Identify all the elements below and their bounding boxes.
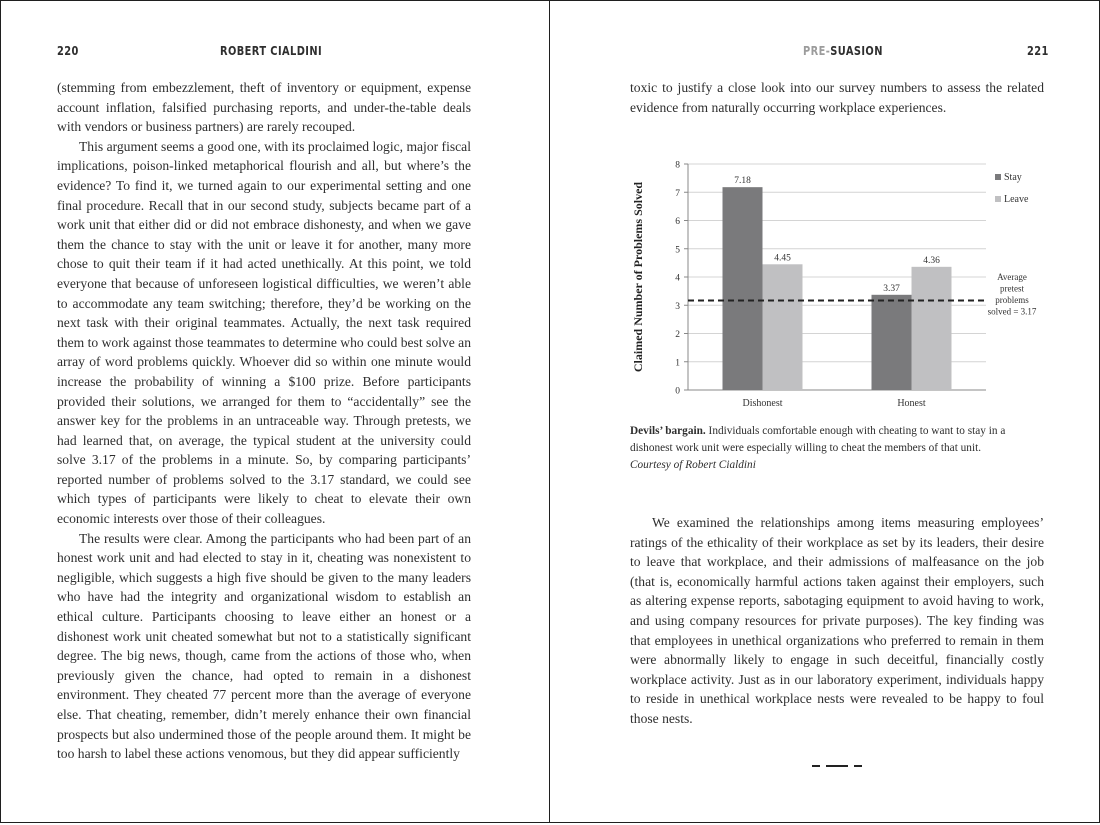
reference-label: solved = 3.17 bbox=[987, 306, 1037, 317]
running-head-title bbox=[803, 44, 883, 62]
bar bbox=[912, 267, 952, 390]
y-tick-label: 0 bbox=[675, 386, 680, 397]
y-tick-label: 8 bbox=[675, 160, 680, 171]
right-paragraph-bottom: We examined the relationships among items measuring employees’ ratings of the ethicality of their workplace as set by its leaders, their desire to leave that workplace, and their admissions of malfeasance on the job (that is, economically harmful actions taken against their employers, such as altering expense reports, sabotaging equipment to avoid having to work, and using company resources for private purposes). The key finding was that employees in unethical organizations who preferred to remain in them were abnormally likely to engage in such deceitful, financially costly workplace activity. Just as in our laboratory experiment, individuals happy to reside in unethical workplace nests were revealed to be happy to foul those nests. bbox=[630, 515, 1044, 726]
caption-text: Individuals comfortable enough with cheating to want to stay in a dishonest work unit were especially willing to cheat the members of that unit. bbox=[630, 425, 1006, 454]
left-page-number: 220 bbox=[57, 44, 79, 58]
y-tick-label: 3 bbox=[675, 301, 680, 312]
legend-swatch bbox=[995, 196, 1001, 202]
data-label: 3.37 bbox=[883, 283, 900, 294]
bar bbox=[763, 264, 803, 390]
figure-caption bbox=[630, 423, 1044, 474]
left-paragraph-1: (stemming from embezzlement, theft of inventory or equipment, expense account inflation, falsified purchasing reports, and under-the-table deals with vendors or business partners) are rarely recouped. bbox=[57, 80, 471, 135]
y-tick-label: 1 bbox=[675, 358, 680, 369]
reference-label: Average bbox=[997, 272, 1027, 282]
bar-chart bbox=[630, 150, 1050, 418]
right-body-text-bottom bbox=[630, 513, 1044, 729]
y-tick-label: 6 bbox=[675, 217, 680, 227]
title-prefix: PRE- bbox=[803, 44, 831, 58]
y-tick-label: 5 bbox=[675, 245, 680, 256]
bar bbox=[872, 295, 912, 390]
legend-label: Stay bbox=[1004, 172, 1022, 183]
right-paragraph-top: toxic to justify a close look into our survey numbers to assess the related evidence from naturally occurring workplace experiences. bbox=[630, 80, 1044, 115]
y-tick-label: 7 bbox=[675, 188, 680, 199]
reference-label: pretest bbox=[1000, 283, 1024, 294]
x-tick-label: Honest bbox=[897, 398, 926, 409]
data-label: 7.18 bbox=[734, 176, 751, 187]
left-paragraph-3: The results were clear. Among the participants who had been part of an honest work unit and had elected to stay in it, cheating was nonexistent to negligible, which suggests a high five should be given to the many leaders who have had the integrity and organizational wisdom to establish an ethical culture. Participants choosing to leave either an honest or a dishonest work unit cheated somewhat but not to a statistically significant degree. The big news, though, came from the actions of those who, when previously given the chance, had opted to remain in a dishonest environment. They cheated 77 percent more than the average of everyone else. That cheating, remember, didn’t merely enhance their own financial prospects but also undermined those of the people around them. It might be too harsh to label these actions venomous, but they did appear sufficiently bbox=[57, 530, 471, 762]
section-end-ornament bbox=[812, 765, 862, 768]
title-suffix: SUASION bbox=[830, 44, 883, 58]
y-axis-title: Claimed Number of Problems Solved bbox=[631, 181, 645, 373]
y-tick-label: 4 bbox=[675, 273, 680, 284]
data-label: 4.36 bbox=[923, 255, 940, 266]
legend-label: Leave bbox=[1004, 194, 1029, 205]
left-paragraph-2: This argument seems a good one, with its proclaimed logic, major fiscal implications, poison-linked metaphorical flourish and all, but where’s the evidence? To find it, we turned again to our experimental setting and one final procedure. Recall that in our second study, subjects became part of a work unit that either did or did not embrace dishonesty, and when we gave them the chance to stay with the unit or leave it for another, many more chose to quit their team if it had acted unethically. At this point, we told everyone that because of unforeseen logistical difficulties, we weren’t able to accommodate any team switching; therefore, they’d be working on the next task with their original teammates. Actually, the next task required them to work against those teammates to determine who could best solve an array of word problems quickly. Whoever did so within one minute would increase the probability of winning a $100 prize. Before participants provided their solutions, we arranged for them to “accidentally” see the answer key for the problems in an untraceable way. Through pretests, we had learned that, on average, the typical student at the university could solve 3.17 of the problems in a minute. So, by comparing participants’ reported number of problems solved to the 3.17 standard, we could see which types of participants were likely to cheat to elevate their own economic interests over those of their colleagues. bbox=[57, 138, 471, 527]
y-tick-label: 2 bbox=[675, 330, 680, 340]
caption-credit: Courtesy of Robert Cialdini bbox=[630, 459, 756, 471]
left-body-text bbox=[57, 78, 471, 764]
data-label: 4.45 bbox=[774, 253, 791, 264]
reference-label: problems bbox=[995, 295, 1029, 305]
running-head-author: ROBERT CIALDINI bbox=[220, 44, 323, 58]
x-tick-label: Dishonest bbox=[742, 398, 783, 409]
caption-title: Devils’ bargain. bbox=[630, 425, 706, 437]
right-body-text-top bbox=[630, 78, 1044, 117]
bar bbox=[723, 187, 763, 390]
right-page-number: 221 bbox=[1027, 44, 1049, 58]
legend-swatch bbox=[995, 174, 1001, 180]
